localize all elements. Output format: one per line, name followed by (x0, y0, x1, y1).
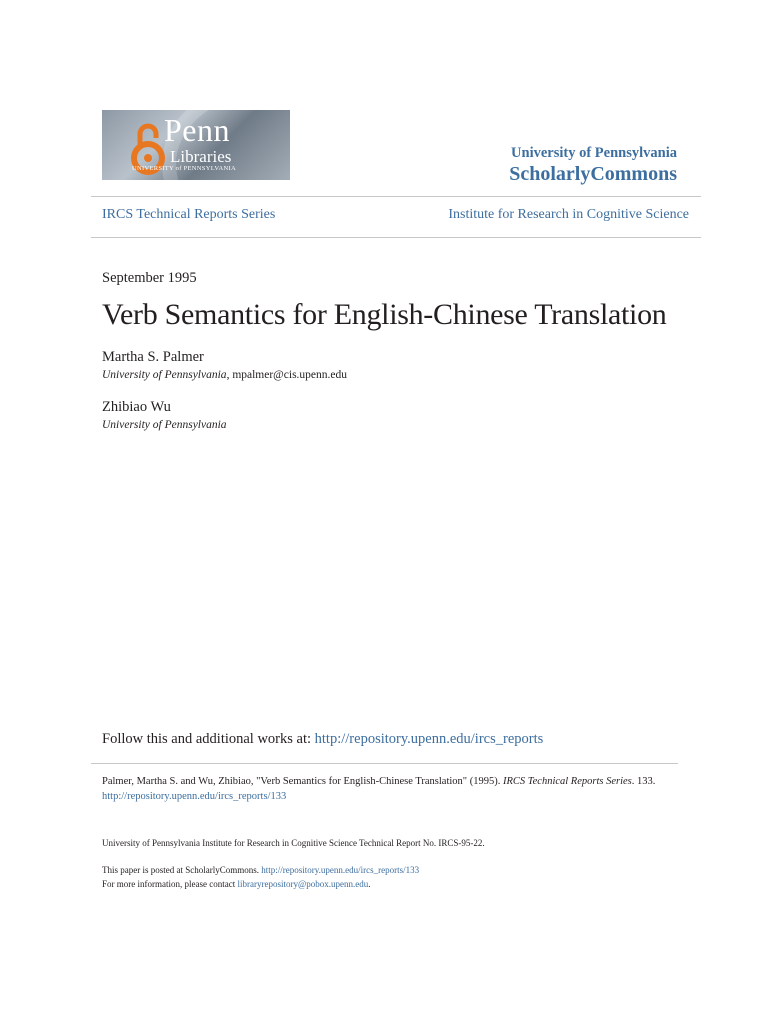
author-name: Zhibiao Wu (102, 399, 171, 415)
divider (91, 196, 701, 197)
follow-line: Follow this and additional works at: http://repository.upenn.edu/ircs_reports (102, 731, 544, 747)
author-affiliation: University of Pennsylvania, mpalmer@cis.upenn.edu (102, 369, 348, 381)
divider (91, 763, 678, 764)
contact-note: For more information, please contact libraryrepository@pobox.upenn.edu. (102, 879, 371, 889)
logo-penn-text: Penn (164, 112, 230, 148)
posted-note: This paper is posted at ScholarlyCommons. http://repository.upenn.edu/ircs_reports/133 (102, 865, 420, 875)
institute-link[interactable]: Institute for Research in Cognitive Science (448, 207, 689, 222)
brand-name: ScholarlyCommons (509, 163, 677, 185)
citation: Palmer, Martha S. and Wu, Zhibiao, "Verb Semantics for English-Chinese Translation" (1995). IRCS Technical Reports Series. 133. http://repository.upenn.edu/ircs_reports/133 (102, 776, 656, 802)
logo-libraries-text: Libraries (170, 147, 232, 166)
penn-libraries-logo[interactable] (102, 110, 290, 180)
paper-title: Verb Semantics for English-Chinese Translation (102, 298, 667, 331)
author-email: , mpalmer@cis.upenn.edu (226, 369, 348, 381)
contact-email-link[interactable]: libraryrepository@pobox.upenn.edu (237, 879, 369, 889)
author-affiliation: University of Pennsylvania (102, 419, 227, 431)
brand-university: University of Pennsylvania (511, 145, 677, 161)
scholarlycommons-brand[interactable] (509, 145, 677, 186)
posted-link[interactable]: http://repository.upenn.edu/ircs_reports/133 (261, 865, 420, 875)
logo-subtitle: UNIVERSITY of PENNSYLVANIA (132, 165, 236, 172)
report-note: University of Pennsylvania Institute for Research in Cognitive Science Technical Report No. IRCS-95-22. (102, 838, 485, 848)
divider (91, 237, 701, 238)
follow-link[interactable]: http://repository.upenn.edu/ircs_reports (314, 731, 544, 747)
citation-series: IRCS Technical Reports Series (502, 776, 632, 787)
publication-date: September 1995 (102, 270, 197, 286)
author-name: Martha S. Palmer (102, 349, 204, 365)
series-link[interactable]: IRCS Technical Reports Series (102, 207, 276, 222)
citation-link[interactable]: http://repository.upenn.edu/ircs_reports/133 (102, 791, 287, 802)
